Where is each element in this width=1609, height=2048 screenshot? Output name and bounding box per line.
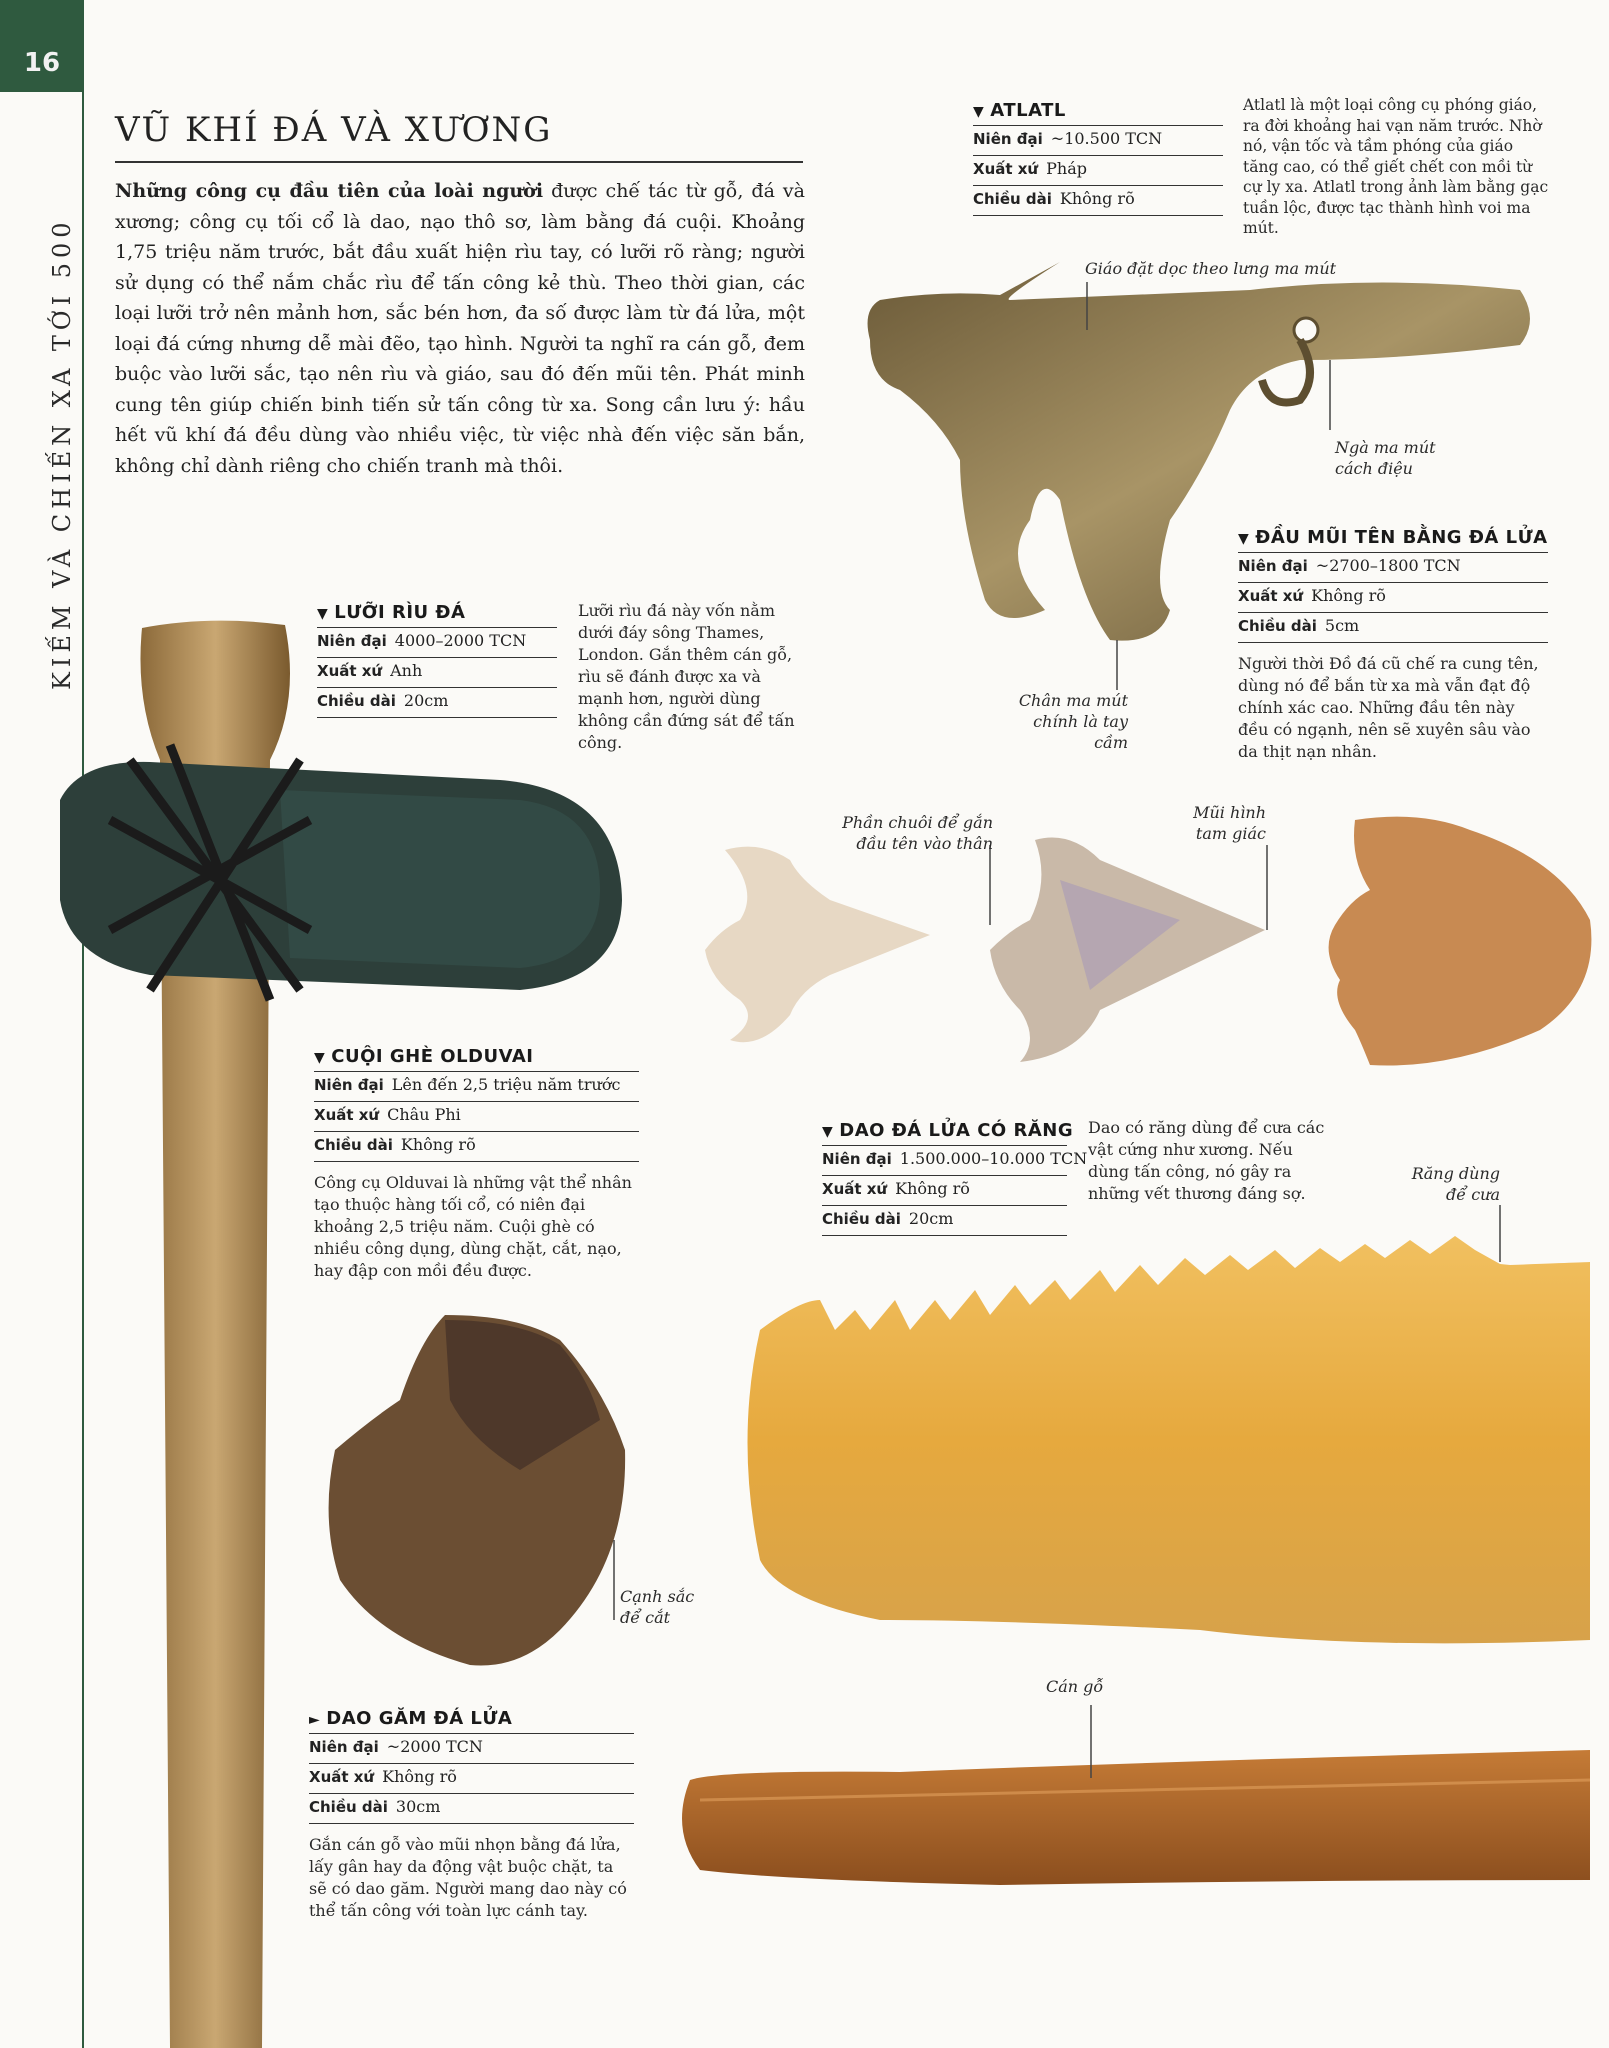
axe-description: Lưỡi rìu đá này vốn nằm dưới đáy sông Thames, London. Gắn thêm cán gỗ, rìu sẽ đánh được xa và mạnh hơn, người dùng không cần đứng sát để tấn công. [578, 601, 795, 752]
serrated-knife [748, 1236, 1591, 1643]
knife-factbox: ▼ DAO ĐÁ LỬA CÓ RĂNG Niên đại 1.500.000–10.000 TCN Xuất xứ Không rõ Chiều dài 20cm [822, 1120, 1067, 1236]
olduvai-description: Công cụ Olduvai là những vật thể nhân tạo thuộc hàng tối cổ, có niên đại khoảng 2,5 triệu năm. Cuội ghè có nhiều công dụng, dùng chặt, cắt, nạo, hay đập con mồi đều được. [314, 1173, 632, 1280]
intro-body: được chế tác từ gỗ, đá và xương; công cụ tối cổ là dao, nạo thô sơ, làm bằng đá cuội. Khoảng 1,75 triệu năm trước, bắt đầu xuất hiện rìu tay, có lưỡi rõ ràng; người sử dụng có thể nắm chắc rìu để tấn công kẻ thù. Theo thời gian, các loại lưỡi trở nên mảnh hơn, sắc bén hơn, đa số được làm từ đá lửa, một loại đá cứng nhưng dễ mài đẽo, tạo hình. Người ta nghĩ ra cán gỗ, đem buộc vào lưỡi sắc, tạo nên rìu và giáo, sau đó đến mũi tên. Phát minh cung tên giúp chiến binh tiến sử tấn công từ xa. Song cần lưu ý: hầu hết vũ khí đá đều dùng vào nhiều việc, từ việc nhà đến việc săn bắn, không chỉ dành riêng cho chiến tranh mà thôi. [115, 180, 805, 477]
arrowhead-caption-tang: Phần chuôi để gắn đầu tên vào thân [842, 813, 993, 853]
dagger-title: ► DAO GĂM ĐÁ LỬA [309, 1708, 513, 1729]
dagger-caption-handle: Cán gỗ [1046, 1677, 1104, 1696]
olduvai-factbox: ▼ CUỘI GHÈ OLDUVAI Niên đại Lên đến 2,5 triệu năm trước Xuất xứ Châu Phi Chiều dài Không rõ Công cụ Olduvai là những vật thể nhân tạo thuộc hàng tối cổ, có niên đại khoảng 2,5 triệu năm. Cuội ghè có nhiều công dụng, dùng chặt, cắt, nạo, hay đập con mồi đều được. [314, 1046, 639, 1282]
arrowhead-3 [1329, 817, 1592, 1066]
atlatl-caption-legs: Chân ma mút chính là tay cầm [1018, 691, 1128, 752]
arrowhead-1 [705, 847, 930, 1043]
atlatl-title: ▼ ATLATL [973, 100, 1066, 121]
dagger-handle [682, 1750, 1590, 1885]
atlatl-description: Atlatl là một loại công cụ phóng giáo, ra đời khoảng hai vạn năm trước. Nhờ nó, vận tốc và tầm phóng của giáo tăng cao, có thể giết chết con mồi từ cự ly xa. Atlatl trong ảnh làm bằng gạc tuần lộc, được tạc thành hình voi ma mút. [1243, 96, 1549, 237]
knife-caption-teeth: Răng dùng để cưa [1411, 1164, 1500, 1204]
arrowhead-factbox: ▼ ĐẦU MŨI TÊN BẰNG ĐÁ LỬA Niên đại ~2700–1800 TCN Xuất xứ Không rõ Chiều dài 5cm Người thời Đồ đá cũ chế ra cung tên, dùng nó để bắn từ xa mà vẫn đạt độ chính xác cao. Những đầu tên này đều có ngạnh, nên sẽ xuyên sâu vào da thịt nạn nhân. [1238, 527, 1548, 761]
page-title: VŨ KHÍ ĐÁ VÀ XƯƠNG [115, 110, 553, 150]
axe-factbox: ▼ LƯỠI RÌU ĐÁ Niên đại 4000–2000 TCN Xuất xứ Anh Chiều dài 20cm [317, 602, 557, 718]
knife-title: ▼ DAO ĐÁ LỬA CÓ RĂNG [822, 1120, 1074, 1141]
atlatl-caption-spear: Giáo đặt dọc theo lưng ma mút [1085, 259, 1337, 278]
dagger-description: Gắn cán gỗ vào mũi nhọn bằng đá lửa, lấy gân hay da động vật buộc chặt, ta sẽ có dao găm. Người mang dao này có thể tấn công với toàn lực cánh tay. [309, 1835, 627, 1920]
olduvai-title: ▼ CUỘI GHÈ OLDUVAI [314, 1046, 534, 1067]
arrowhead-caption-tip: Mũi hình tam giác [1193, 803, 1266, 843]
atlatl-factbox: ▼ ATLATL Niên đại ~10.500 TCN Xuất xứ Pháp Chiều dài Không rõ [973, 100, 1223, 216]
olduvai-caption-edge: Cạnh sắc để cắt [620, 1587, 695, 1627]
atlatl-caption-tusk: Ngà ma mút cách điệu [1335, 438, 1436, 478]
intro-lead: Những công cụ đầu tiên của loài người [115, 180, 544, 202]
arrowhead-title: ▼ ĐẦU MŨI TÊN BẰNG ĐÁ LỬA [1238, 527, 1548, 548]
arrowhead-description: Người thời Đồ đá cũ chế ra cung tên, dùng nó để bắn từ xa mà vẫn đạt độ chính xác cao. Những đầu tên này đều có ngạnh, nên sẽ xuyên sâu vào da thịt nạn nhân. [1238, 654, 1539, 761]
axe-title: ▼ LƯỠI RÌU ĐÁ [317, 602, 466, 623]
page-number: 16 [23, 48, 61, 78]
knife-description: Dao có răng dùng để cưa các vật cứng như xương. Nếu dùng tấn công, nó gây ra những vết thương đáng sợ. [1088, 1118, 1325, 1203]
dagger-factbox: ► DAO GĂM ĐÁ LỬA Niên đại ~2000 TCN Xuất xứ Không rõ Chiều dài 30cm Gắn cán gỗ vào mũi nhọn bằng đá lửa, lấy gân hay da động vật buộc chặt, ta sẽ có dao găm. Người mang dao này có thể tấn công với toàn lực cánh tay. [309, 1708, 634, 1922]
